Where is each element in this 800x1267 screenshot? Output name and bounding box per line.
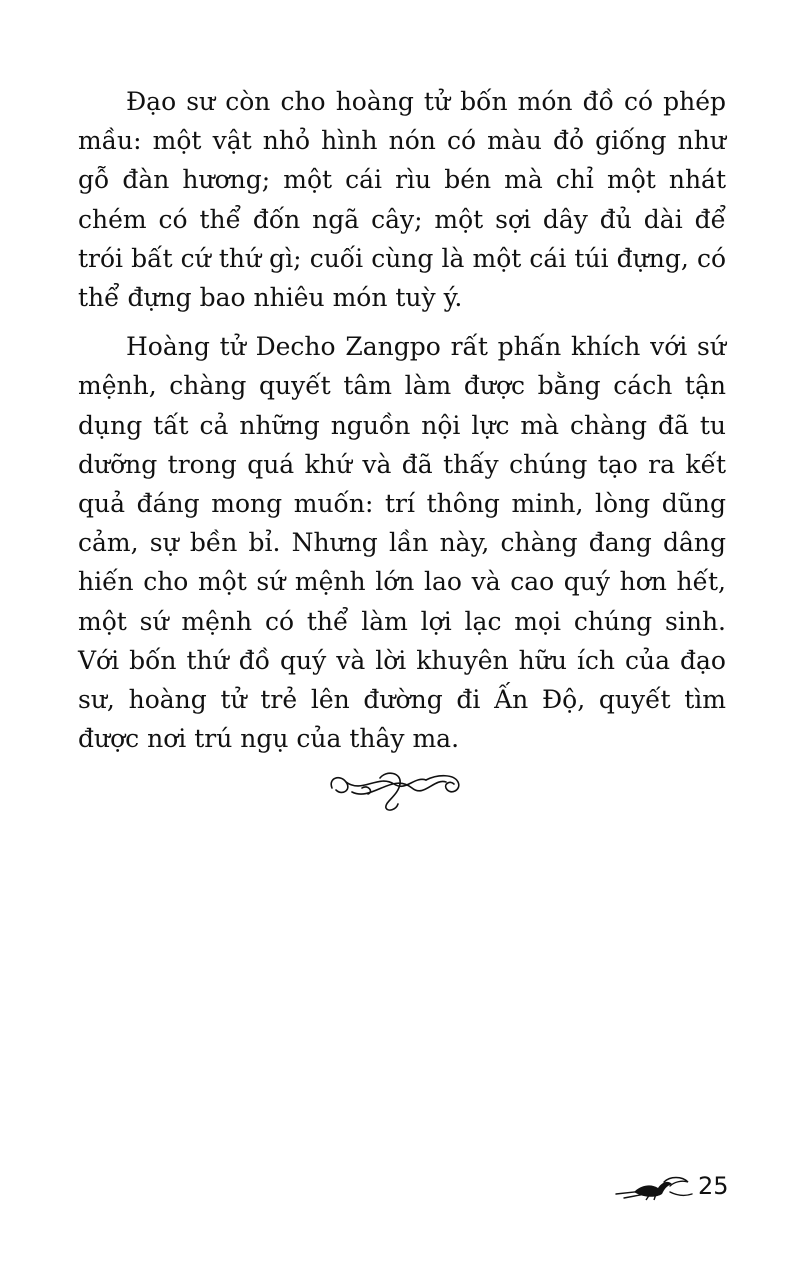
page-footer [612, 1166, 732, 1206]
flying-bird-icon [612, 1172, 696, 1204]
flourish-divider-icon [322, 764, 472, 814]
body-text [78, 82, 726, 768]
paragraph-2: Hoàng tử Decho Zangpo rất phấn khích với sứ mệnh, chàng quyết tâm làm được bằng cách tận dụng tất cả những nguồn nội lực mà chàng đã tu dưỡng trong quá khứ và đã thấy chúng tạo ra kết quả đáng mong muốn: trí thông minh, lòng dũng cảm, sự bền bỉ. Nhưng lần này, chàng đang dâng hiến cho một sứ mệnh lớn lao và cao quý hơn hết, một sứ mệnh có thể làm lợi lạc mọi chúng sinh. Với bốn thứ đồ quý và lời khuyên hữu ích của đạo sư, hoàng tử trẻ lên đường đi Ấn Độ, quyết tìm được nơi trú ngụ của thây ma. [78, 332, 726, 754]
paragraph-1: Đạo sư còn cho hoàng tử bốn món đồ có phép mầu: một vật nhỏ hình nón có màu đỏ giống như gỗ đàn hương; một cái rìu bén mà chỉ một nhát chém có thể đốn ngã cây; một sợi dây đủ dài để trói bất cứ thứ gì; cuối cùng là một cái túi đựng, có thể đựng bao nhiêu món tuỳ ý. [78, 87, 726, 313]
page-number: 25 [698, 1172, 729, 1200]
